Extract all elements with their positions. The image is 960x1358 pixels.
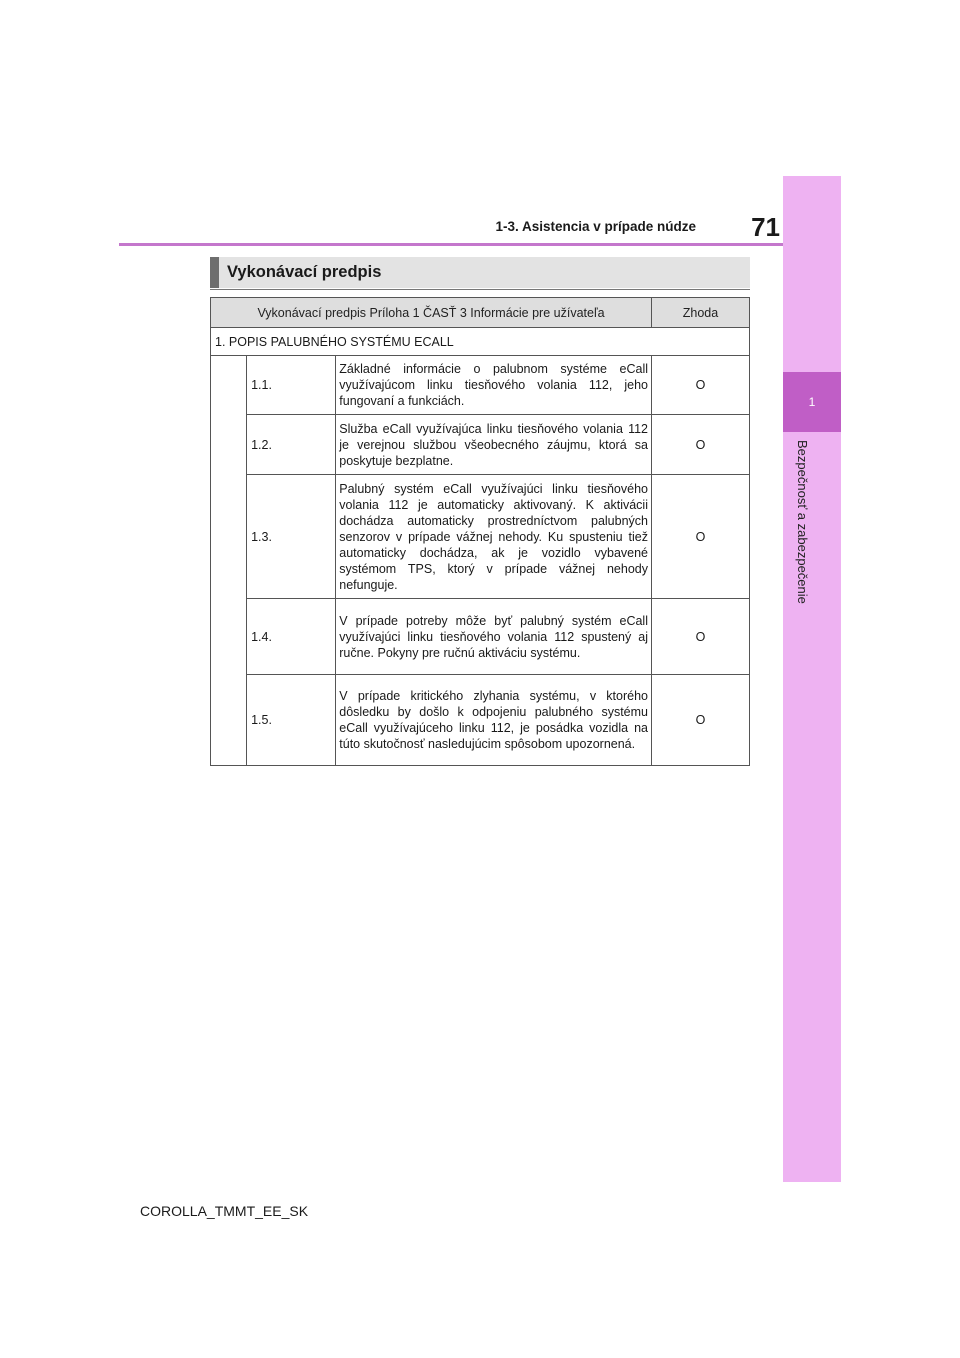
table-indent-cell [211, 356, 247, 766]
row-description: V prípade kritického zlyhania systému, v ktorého dôsledku by došlo k odpojeniu palubného systému eCall využívajúceho linku 112, je posádka vozidla na túto skutočnosť nasledujúcim spôsobom upozornená. [336, 675, 652, 766]
table-row [211, 415, 750, 475]
row-description: V prípade potreby môže byť palubný systém eCall využívajúci linku tiesňového volania 112 spustený aj ručne. Pokyny pre ručnú aktiváciu systému. [336, 599, 652, 675]
row-number: 1.2. [247, 415, 336, 475]
row-compliance: O [652, 356, 750, 415]
table-section-label: 1. POPIS PALUBNÉHO SYSTÉMU ECALL [211, 328, 750, 356]
table-header-compliance: Zhoda [652, 298, 750, 328]
row-number: 1.1. [247, 356, 336, 415]
chapter-number-tab[interactable] [783, 372, 841, 432]
table-header-info: Vykonávací predpis Príloha 1 ČASŤ 3 Informácie pre užívateľa [211, 298, 652, 328]
row-compliance: O [652, 599, 750, 675]
row-description: Základné informácie o palubnom systéme eCall využívajúcom linku tiesňového volania 112, jeho fungovaní a funkciách. [336, 356, 652, 415]
table-section-row [211, 328, 750, 356]
chapter-number: 1 [808, 395, 816, 409]
section-heading [210, 257, 750, 288]
row-description: Služba eCall využívajúca linku tiesňového volania 112 je verejnou službou všeobecného záujmu, ktorá sa poskytuje bezplatne. [336, 415, 652, 475]
row-compliance: O [652, 415, 750, 475]
row-number: 1.3. [247, 475, 336, 599]
chapter-title-vertical: Bezpečnosť a zabezpečenie [795, 440, 810, 604]
table-row [211, 475, 750, 599]
table-header-row [211, 298, 750, 328]
section-heading-text: Vykonávací predpis [227, 263, 382, 281]
page-number: 71 [751, 212, 780, 242]
row-number: 1.4. [247, 599, 336, 675]
header-divider [119, 243, 783, 246]
chapter-side-tab [783, 176, 841, 1182]
table-row [211, 599, 750, 675]
regulation-table [210, 297, 750, 766]
row-compliance: O [652, 475, 750, 599]
table-row [211, 356, 750, 415]
section-title: 1-3. Asistencia v prípade núdze [495, 219, 696, 234]
table-row [211, 675, 750, 766]
row-number: 1.5. [247, 675, 336, 766]
row-compliance: O [652, 675, 750, 766]
heading-underline [210, 289, 750, 290]
row-description: Palubný systém eCall využívajúci linku tiesňového volania 112 je automaticky aktivovaný. K aktivácii dochádza automaticky prostredníctvom palubných senzorov v prípade vážnej nehody. Ku spusteniu tiež automaticky dochádza, ak je vozidlo vybavené systémom TPS, ktorý v prípade vážnej nehody nefunguje. [336, 475, 652, 599]
document-footer: COROLLA_TMMT_EE_SK [140, 1203, 309, 1219]
